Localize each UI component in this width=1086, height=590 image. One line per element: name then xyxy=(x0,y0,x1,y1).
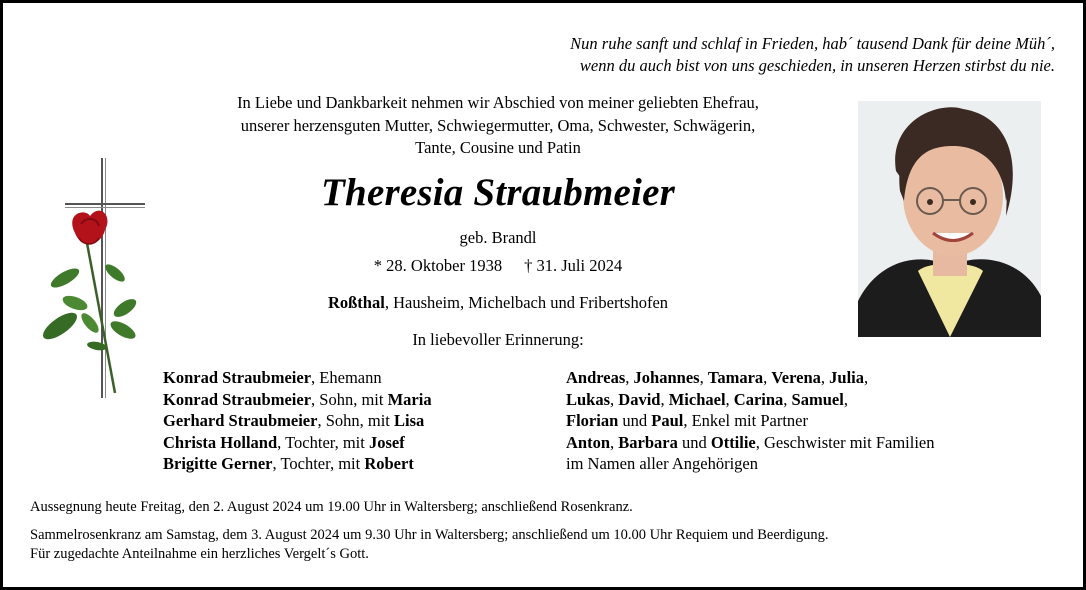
mourner-relation: , xyxy=(843,389,848,409)
mourner-relation: , xyxy=(610,432,619,452)
mourner-name: Florian xyxy=(566,411,619,430)
mourner-row xyxy=(566,389,1026,411)
mourner-name: Carina xyxy=(733,389,784,409)
mourner-row xyxy=(163,367,553,389)
mourner-row xyxy=(566,432,1026,454)
mourner-row xyxy=(566,410,1026,432)
main-place: Roßthal xyxy=(327,293,385,312)
memory-heading: In liebevoller Erinnerung: xyxy=(412,330,584,349)
mourners-left-column xyxy=(163,367,553,475)
mourner-name: Barbara xyxy=(618,432,678,452)
deceased-name: Theresia Straubmeier xyxy=(321,171,675,214)
mourner-relation: , Tochter, mit xyxy=(272,454,365,473)
funeral-info: Aussegnung heute Freitag, den 2. August 2024 um 19.00 Uhr in Waltersberg; anschließend Rosenkranz. xyxy=(30,499,633,515)
mourner-relation: , xyxy=(610,389,619,409)
mourner-name: Lukas xyxy=(566,389,611,409)
mourner-relation: und xyxy=(618,411,652,430)
intro-line-3: Tante, Cousine und Patin xyxy=(415,138,581,157)
life-dates xyxy=(153,256,843,276)
mourner-row xyxy=(163,432,553,454)
verse-line-2: wenn du auch bist von uns geschieden, in unseren Herzen stirbst du nie. xyxy=(579,56,1055,75)
mourner-name: Brigitte Gerner xyxy=(163,454,273,473)
mourner-name: Konrad Straubmeier xyxy=(163,389,312,409)
mourner-relation: , Geschwister mit Familien xyxy=(755,432,935,452)
portrait-photo xyxy=(858,101,1041,337)
mourner-name: Ottilie xyxy=(710,432,756,452)
mourner-relation: , Sohn, mit xyxy=(317,411,394,430)
mourner-relation: , xyxy=(725,389,734,409)
mourner-relation: , xyxy=(820,368,830,387)
birth-date: * 28. Oktober 1938 xyxy=(373,256,503,275)
mourner-name: Samuel xyxy=(791,389,844,409)
cross-rose-icon xyxy=(35,158,145,403)
thanks-line: Für zugedachte Anteilnahme ein herzliches Vergelt´s Gott. xyxy=(30,545,369,562)
places-line xyxy=(153,293,843,313)
mourner-name: Anton xyxy=(566,432,611,452)
death-date: † 31. Juli 2024 xyxy=(524,256,623,275)
rosary-line: Sammelrosenkranz am Samstag, dem 3. August 2024 um 9.30 Uhr in Waltersberg; anschließend um 10.00 Uhr Requiem und Beerdigung. xyxy=(30,527,829,543)
mourner-name: Maria xyxy=(387,389,432,409)
mourner-name: Josef xyxy=(368,432,405,452)
mourner-name: Verena xyxy=(771,368,821,387)
mourner-name: Andreas xyxy=(566,368,626,387)
mourner-name: Lisa xyxy=(394,411,425,430)
rosary-info xyxy=(30,526,1070,563)
mourner-row xyxy=(566,367,1026,389)
mourner-relation: , Tochter, mit xyxy=(277,432,369,452)
mourner-relation: , xyxy=(763,368,772,387)
verse-line-1: Nun ruhe sanft und schlaf in Frieden, hab´ tausend Dank für deine Müh´, xyxy=(570,34,1055,53)
mourners-right-column xyxy=(566,367,1026,475)
mourner-relation: , Enkel mit Partner xyxy=(683,411,808,430)
mourner-row xyxy=(163,410,553,432)
mourner-relation: und xyxy=(677,432,711,452)
mourner-relation: , xyxy=(864,368,869,387)
mourner-name: Christa Holland xyxy=(163,432,278,452)
mourner-relation: , xyxy=(783,389,792,409)
mourner-relation: , Ehemann xyxy=(311,368,382,387)
mourner-relation: , Sohn, mit xyxy=(311,389,388,409)
mourner-name: Julia xyxy=(829,368,864,387)
mourner-relation: im Namen aller Angehörigen xyxy=(566,454,758,473)
mourner-relation: , xyxy=(625,368,634,387)
intro-line-2: unserer herzensguten Mutter, Schwiegermutter, Oma, Schwester, Schwägerin, xyxy=(240,115,756,135)
mourner-name: David xyxy=(618,389,661,409)
birth-name: geb. Brandl xyxy=(459,228,537,247)
intro-line-1: In Liebe und Dankbarkeit nehmen wir Abschied von meiner geliebten Ehefrau, xyxy=(237,93,759,112)
mourner-name: Michael xyxy=(668,389,726,409)
mourner-name: Robert xyxy=(364,454,414,473)
mourner-name: Konrad Straubmeier xyxy=(163,368,312,387)
intro-text xyxy=(153,92,843,160)
memorial-verse xyxy=(415,33,1055,77)
mourner-name: Johannes xyxy=(633,368,700,387)
other-places: , Hausheim, Michelbach und Fribertshofen xyxy=(384,293,669,312)
mourner-row xyxy=(163,389,553,411)
mourner-relation: , xyxy=(699,368,708,387)
mourner-name: Paul xyxy=(651,411,684,430)
mourner-row xyxy=(566,453,1026,475)
mourner-relation: , xyxy=(660,389,669,409)
mourner-row xyxy=(163,453,553,475)
mourner-name: Gerhard Straubmeier xyxy=(163,411,318,430)
mourner-name: Tamara xyxy=(707,368,764,387)
